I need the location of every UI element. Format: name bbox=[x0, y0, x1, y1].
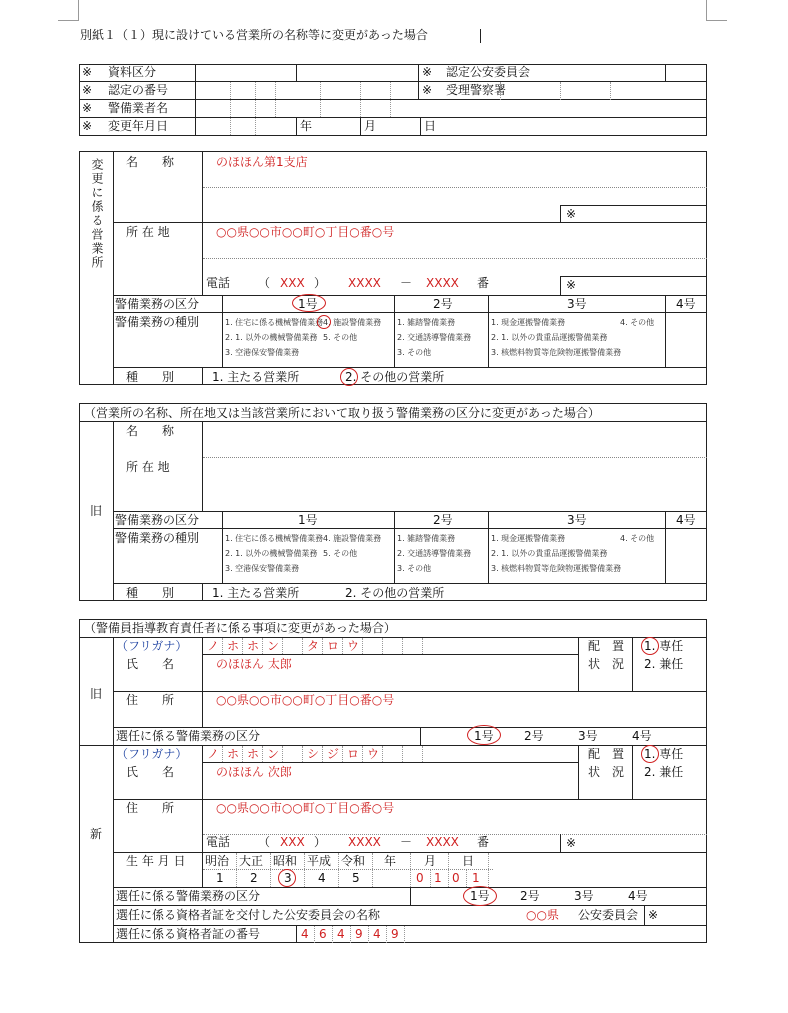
shurui-label: 警備業務の種別 bbox=[115, 315, 200, 329]
nintei-bango-label: 認定の番号 bbox=[108, 83, 169, 97]
kubun-3[interactable]: 3号 bbox=[578, 729, 598, 743]
licence-digit[interactable]: 9 bbox=[391, 927, 399, 941]
licence-digit[interactable]: 4 bbox=[337, 927, 345, 941]
tsuki-label: 月 bbox=[364, 119, 377, 133]
furigana-char[interactable]: シ bbox=[307, 747, 320, 761]
phone-label: 電話 bbox=[206, 835, 231, 849]
shikaku-bango-label: 選任に係る資格者証の番号 bbox=[116, 927, 261, 941]
address-label: 所 在 地 bbox=[126, 225, 170, 239]
phone-ban: 番 bbox=[477, 276, 490, 290]
licence-digit[interactable]: 9 bbox=[355, 927, 363, 941]
page-corner-mark bbox=[706, 0, 727, 21]
section-educator-heading: （警備員指導教育責任者に係る事項に変更があった場合） bbox=[84, 621, 396, 635]
nen-label: 年 bbox=[384, 854, 397, 868]
shurui-2-1[interactable]: 1. 雑踏警備業務 bbox=[397, 534, 456, 543]
address-label: 所 在 地 bbox=[126, 460, 170, 474]
kubun-4[interactable]: 4号 bbox=[676, 513, 696, 527]
furigana-char[interactable]: ホ bbox=[247, 747, 260, 761]
kubun-4[interactable]: 4号 bbox=[676, 297, 696, 311]
haichi-label: 配 置 bbox=[588, 639, 625, 653]
birth-digit[interactable]: 1 bbox=[472, 871, 480, 885]
shubetsu-label: 種 別 bbox=[126, 586, 175, 600]
shurui-2-2[interactable]: 2. 交通誘導警備業務 bbox=[397, 333, 472, 342]
era-num[interactable]: 3 bbox=[284, 871, 292, 885]
shurui-3-3[interactable]: 3. 核燃料物質等危険物運搬警備業務 bbox=[491, 564, 622, 573]
name-label: 氏 名 bbox=[126, 657, 175, 671]
kubun-2[interactable]: 2号 bbox=[433, 297, 453, 311]
side-label-text: 変更に係る営業所 bbox=[90, 158, 104, 270]
selection-circle bbox=[292, 294, 326, 312]
address-label: 住 所 bbox=[126, 693, 175, 707]
kubun-4[interactable]: 4号 bbox=[632, 729, 652, 743]
furigana-char[interactable]: ジ bbox=[327, 747, 340, 761]
side-label-old: 旧 bbox=[90, 504, 103, 518]
jokyo-label: 状 況 bbox=[588, 657, 625, 671]
mark-asterisk: ※ bbox=[648, 908, 659, 922]
shikaku-iinkai-value[interactable]: ○○県 bbox=[526, 908, 559, 922]
hi-label: 日 bbox=[424, 119, 437, 133]
mark-asterisk: ※ bbox=[422, 65, 433, 79]
side-label-old: 旧 bbox=[90, 687, 103, 701]
senin-option[interactable]: 1. 専任 bbox=[644, 639, 684, 653]
selection-circle bbox=[641, 637, 659, 655]
shurui-3-2[interactable]: 2. 1. 以外の貴重品運搬警備業務 bbox=[491, 333, 608, 342]
mark-asterisk: ※ bbox=[566, 207, 577, 221]
phone-dash: － bbox=[400, 835, 413, 849]
shubetsu-1[interactable]: 1. 主たる営業所 bbox=[212, 586, 300, 600]
tsuki-label: 月 bbox=[424, 854, 437, 868]
era-heisei[interactable]: 平成 bbox=[307, 854, 332, 868]
senin-kubun-label: 選任に係る警備業務の区分 bbox=[116, 889, 261, 903]
shurui-3-1[interactable]: 1. 現金運搬警備業務 bbox=[491, 534, 566, 543]
mark-asterisk: ※ bbox=[82, 119, 93, 133]
kubun-3[interactable]: 3号 bbox=[574, 889, 594, 903]
shurui-2-3[interactable]: 3. その他 bbox=[397, 564, 432, 573]
name-label: 名 称 bbox=[126, 155, 175, 169]
phone-area[interactable]: XXX bbox=[280, 276, 305, 290]
shikaku-iinkai-label: 選任に係る資格者証を交付した公安委員会の名称 bbox=[116, 908, 381, 922]
senin-kubun-label: 選任に係る警備業務の区分 bbox=[116, 729, 261, 743]
name-label: 名 称 bbox=[126, 424, 175, 438]
shurui-2-2[interactable]: 2. 交通誘導警備業務 bbox=[397, 549, 472, 558]
mark-asterisk: ※ bbox=[422, 83, 433, 97]
furigana-char[interactable]: ロ bbox=[327, 639, 340, 653]
kubun-1[interactable]: 1号 bbox=[470, 889, 490, 903]
mark-asterisk: ※ bbox=[82, 83, 93, 97]
phone-ban: 番 bbox=[477, 835, 490, 849]
phone-mid[interactable]: XXXX bbox=[348, 276, 381, 290]
address-value[interactable]: ○○県○○市○○町○丁目○番○号 bbox=[216, 225, 395, 239]
shurui-1-3[interactable]: 3. 空港保安警備業務 bbox=[225, 564, 300, 573]
shurui-3-3[interactable]: 3. 核燃料物質等危険物運搬警備業務 bbox=[491, 348, 622, 357]
furigana-char[interactable]: ホ bbox=[227, 639, 240, 653]
birth-digit[interactable]: 0 bbox=[416, 871, 424, 885]
selection-circle bbox=[340, 368, 358, 386]
kubun-4[interactable]: 4号 bbox=[628, 889, 648, 903]
kubun-label: 警備業務の区分 bbox=[115, 297, 200, 311]
furigana-label: （フリガナ） bbox=[116, 639, 188, 653]
shurui-1-2[interactable]: 2. 1. 以外の機械警備業務 bbox=[225, 333, 318, 342]
kouan-iinkai-label: 公安委員会 bbox=[578, 908, 639, 922]
selection-circle bbox=[317, 315, 331, 329]
jokyo-label: 状 況 bbox=[588, 765, 625, 779]
birth-digit[interactable]: 1 bbox=[434, 871, 442, 885]
shurui-2-3[interactable]: 3. その他 bbox=[397, 348, 432, 357]
educator-name-value[interactable]: のほほん 次郎 bbox=[216, 765, 292, 779]
era-taisho[interactable]: 大正 bbox=[239, 854, 264, 868]
licence-digit[interactable]: 4 bbox=[373, 927, 381, 941]
shurui-1-5[interactable]: 5. その他 bbox=[323, 549, 358, 558]
shurui-1-4[interactable]: 4. 施設警備業務 bbox=[323, 534, 382, 543]
address-value[interactable]: ○○県○○市○○町○丁目○番○号 bbox=[216, 693, 395, 707]
address-label: 住 所 bbox=[126, 801, 175, 815]
furigana-char[interactable]: タ bbox=[307, 639, 320, 653]
kubun-1[interactable]: 1号 bbox=[298, 513, 318, 527]
paren-open: （ bbox=[258, 276, 271, 290]
birth-label: 生 年 月 日 bbox=[126, 854, 186, 868]
shubetsu-2[interactable]: 2. その他の営業所 bbox=[345, 586, 445, 600]
phone-last[interactable]: XXXX bbox=[426, 835, 459, 849]
shurui-1-5[interactable]: 5. その他 bbox=[323, 333, 358, 342]
haichi-label: 配 置 bbox=[588, 747, 625, 761]
kubun-2[interactable]: 2号 bbox=[520, 889, 540, 903]
kubun-3[interactable]: 3号 bbox=[567, 513, 587, 527]
era-num[interactable]: 5 bbox=[352, 871, 360, 885]
nen-label: 年 bbox=[300, 119, 313, 133]
nintei-kouan-label: 認定公安委員会 bbox=[446, 65, 531, 79]
licence-digit[interactable]: 6 bbox=[319, 927, 327, 941]
shiryo-kubun-label: 資料区分 bbox=[108, 65, 157, 79]
section-old-heading: （営業所の名称、所在地又は当該営業所において取り扱う警備業務の区分に変更があった場合） bbox=[84, 406, 600, 420]
shubetsu-2[interactable]: 2. その他の営業所 bbox=[345, 370, 445, 384]
phone-dash: － bbox=[400, 276, 413, 290]
text-cursor bbox=[480, 29, 481, 43]
keibi-gyosha-label: 警備業者名 bbox=[108, 101, 169, 115]
shurui-label: 警備業務の種別 bbox=[115, 531, 200, 545]
furigana-char[interactable]: ノ bbox=[207, 747, 220, 761]
paren-close: ） bbox=[314, 835, 327, 849]
mark-asterisk: ※ bbox=[566, 836, 577, 850]
hi-label: 日 bbox=[462, 854, 475, 868]
furigana-char[interactable]: ン bbox=[267, 747, 280, 761]
kubun-1[interactable]: 1号 bbox=[298, 297, 318, 311]
shurui-1-4[interactable]: 4. 施設警備業務 bbox=[323, 318, 382, 327]
selection-circle bbox=[467, 725, 501, 745]
shurui-3-4[interactable]: 4. その他 bbox=[620, 534, 655, 543]
furigana-char[interactable]: ロ bbox=[347, 747, 360, 761]
era-num[interactable]: 2 bbox=[250, 871, 258, 885]
page-corner-mark bbox=[58, 0, 79, 21]
shurui-3-4[interactable]: 4. その他 bbox=[620, 318, 655, 327]
furigana-char[interactable]: ウ bbox=[347, 639, 360, 653]
era-num[interactable]: 4 bbox=[318, 871, 326, 885]
phone-area[interactable]: XXX bbox=[280, 835, 305, 849]
shurui-1-2[interactable]: 2. 1. 以外の機械警備業務 bbox=[225, 549, 318, 558]
paren-close: ） bbox=[314, 276, 327, 290]
birth-digit[interactable]: 0 bbox=[452, 871, 460, 885]
furigana-label: （フリガナ） bbox=[116, 747, 188, 761]
kubun-label: 警備業務の区分 bbox=[115, 513, 200, 527]
furigana-char[interactable]: ノ bbox=[207, 639, 220, 653]
shurui-1-3[interactable]: 3. 空港保安警備業務 bbox=[225, 348, 300, 357]
era-reiwa[interactable]: 令和 bbox=[341, 854, 366, 868]
name-label: 氏 名 bbox=[126, 765, 175, 779]
era-showa[interactable]: 昭和 bbox=[273, 854, 298, 868]
mark-asterisk: ※ bbox=[82, 65, 93, 79]
kubun-3[interactable]: 3号 bbox=[567, 297, 587, 311]
senin-option[interactable]: 1. 専任 bbox=[644, 747, 684, 761]
shubetsu-1[interactable]: 1. 主たる営業所 bbox=[212, 370, 300, 384]
selection-circle bbox=[278, 869, 296, 887]
furigana-char[interactable]: ン bbox=[267, 639, 280, 653]
juri-keisatsusho-label: 受理警察署 bbox=[446, 83, 507, 97]
kubun-2[interactable]: 2号 bbox=[433, 513, 453, 527]
selection-circle bbox=[463, 886, 497, 906]
phone-label: 電話 bbox=[206, 276, 231, 290]
page-title: 別紙１（１）現に設けている営業所の名称等に変更があった場合 bbox=[80, 28, 428, 42]
mark-asterisk: ※ bbox=[82, 101, 93, 115]
side-label-new: 新 bbox=[90, 827, 103, 841]
selection-circle bbox=[641, 745, 659, 763]
shurui-3-2[interactable]: 2. 1. 以外の貴重品運搬警備業務 bbox=[491, 549, 608, 558]
shurui-1-1[interactable]: 1. 住宅に係る機械警備業務 bbox=[225, 318, 324, 327]
shurui-1-1[interactable]: 1. 住宅に係る機械警備業務 bbox=[225, 534, 324, 543]
henko-date-label: 変更年月日 bbox=[108, 119, 169, 133]
furigana-char[interactable]: ホ bbox=[247, 639, 260, 653]
office-name-value[interactable]: のほほん第1支店 bbox=[216, 155, 308, 169]
licence-digit[interactable]: 4 bbox=[301, 927, 309, 941]
kubun-1[interactable]: 1号 bbox=[474, 729, 494, 743]
shurui-3-1[interactable]: 1. 現金運搬警備業務 bbox=[491, 318, 566, 327]
era-meiji[interactable]: 明治 bbox=[205, 854, 230, 868]
shubetsu-label: 種 別 bbox=[126, 370, 175, 384]
phone-last[interactable]: XXXX bbox=[426, 276, 459, 290]
educator-name-value[interactable]: のほほん 太郎 bbox=[216, 657, 292, 671]
furigana-char[interactable]: ホ bbox=[227, 747, 240, 761]
furigana-char[interactable]: ウ bbox=[367, 747, 380, 761]
kubun-2[interactable]: 2号 bbox=[524, 729, 544, 743]
address-value[interactable]: ○○県○○市○○町○丁目○番○号 bbox=[216, 801, 395, 815]
kennin-option[interactable]: 2. 兼任 bbox=[644, 657, 684, 671]
kennin-option[interactable]: 2. 兼任 bbox=[644, 765, 684, 779]
paren-open: （ bbox=[258, 835, 271, 849]
section-side-label bbox=[88, 158, 102, 275]
shurui-2-1[interactable]: 1. 雑踏警備業務 bbox=[397, 318, 456, 327]
mark-asterisk: ※ bbox=[566, 278, 577, 292]
phone-mid[interactable]: XXXX bbox=[348, 835, 381, 849]
era-num[interactable]: 1 bbox=[216, 871, 224, 885]
